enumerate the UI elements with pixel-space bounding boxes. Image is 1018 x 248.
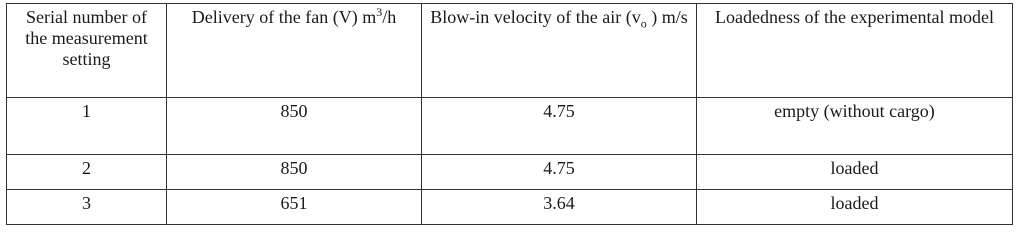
table-row — [7, 98, 1013, 155]
table-row — [7, 190, 1013, 225]
header-blow-in-velocity — [422, 4, 697, 98]
header-serial-number: Serial number of the measurement setting — [7, 4, 167, 98]
header-fan-delivery — [167, 4, 422, 98]
cell-serial: 2 — [7, 155, 167, 190]
cell-delivery: 651 — [167, 190, 422, 225]
measurement-table — [6, 3, 1013, 225]
cell-loadedness: empty (without cargo) — [697, 98, 1013, 155]
cell-velocity: 3.64 — [422, 190, 697, 225]
cell-velocity: 4.75 — [422, 155, 697, 190]
header-fan-delivery-text: Delivery of the fan (V) m — [191, 7, 377, 27]
cell-velocity: 4.75 — [422, 98, 697, 155]
table-body — [7, 98, 1013, 225]
header-fan-delivery-unit: /h — [382, 7, 397, 27]
table-row — [7, 155, 1013, 190]
cell-serial: 1 — [7, 98, 167, 155]
header-fan-delivery-exponent: 3 — [376, 5, 383, 19]
header-blow-in-velocity-subscript: o — [640, 16, 647, 31]
cell-loadedness: loaded — [697, 190, 1013, 225]
header-row — [7, 4, 1013, 98]
cell-delivery: 850 — [167, 155, 422, 190]
cell-loadedness: loaded — [697, 155, 1013, 190]
cell-delivery: 850 — [167, 98, 422, 155]
header-blow-in-velocity-text: Blow-in velocity of the air (v — [430, 7, 641, 27]
table-header — [7, 4, 1013, 98]
header-loadedness: Loadedness of the experimental model — [697, 4, 1013, 98]
cell-serial: 3 — [7, 190, 167, 225]
header-blow-in-velocity-unit: ) m/s — [646, 7, 688, 27]
